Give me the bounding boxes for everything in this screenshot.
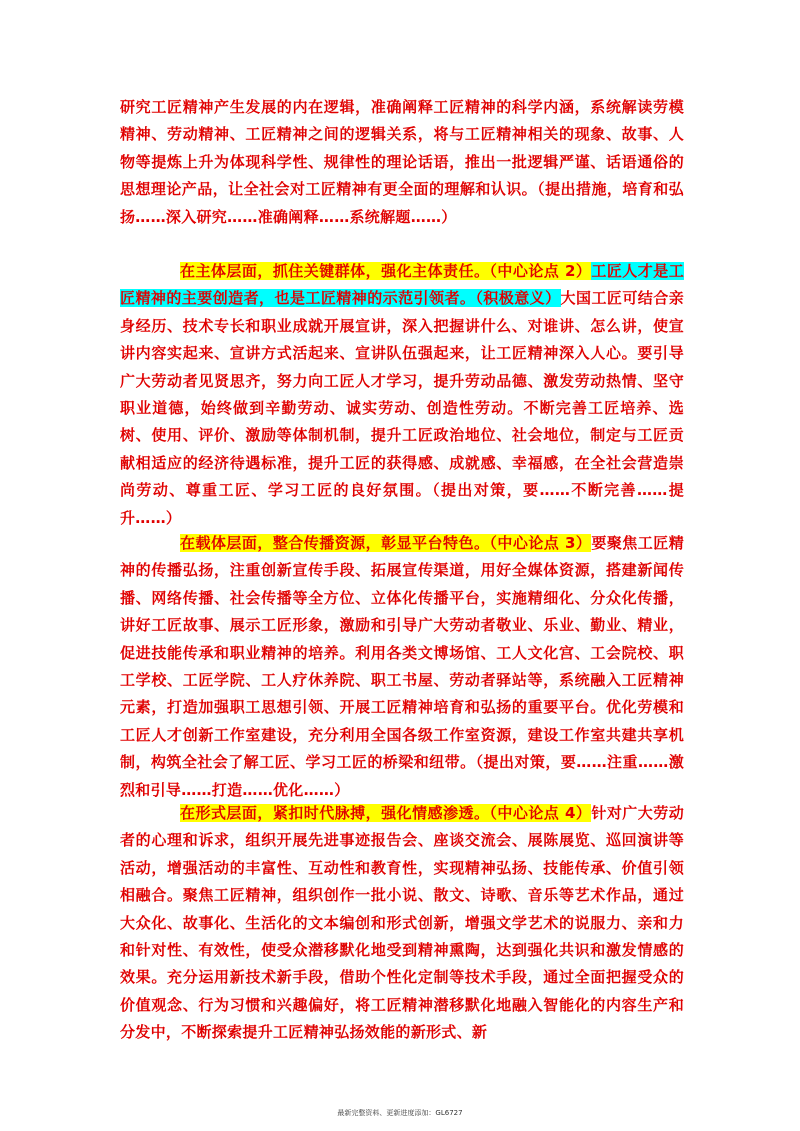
paragraph-carrier-level (120, 530, 684, 804)
paragraph-text: 研究工匠精神产生发展的内在逻辑，准确阐释工匠精神的科学内涵，系统解读劳模精神、劳动精神、工匠精神之间的逻辑关系，将与工匠精神相关的现象、故事、人物等提炼上升为体现科学性、规律性的理论话语，推出一批逻辑严谨、话语通俗的思想理论产品，让全社会对工匠精神有更全面的理解和认识。 (120, 98, 684, 199)
paragraph-text: 要聚焦工匠精神的传播弘扬，注重创新宣传手段、拓展宣传渠道，用好全媒体资源，搭建新闻传播、网络传播、社会传播等全方位、立体化传播平台，实施精细化、分众化传播，讲好工匠故事、展示工匠形象，激励和引导广大劳动者敬业、乐业、勤业、精业，促进技能传承和职业精神的培养。利用各类文博场馆、工人文化宫、工会院校、职工学校、工匠学院、工人疗休养院、职工书屋、劳动者驿站等，系统融入工匠精神元素，打造加强职工思想引领、开展工匠精神培育和弘扬的重要平台。优化劳模和工匠人才创新工作室建设，充分利用全国各级工作室资源，建设工作室共建共享机制，构筑全社会了解工匠、学习工匠的桥梁和纽带。 (120, 534, 684, 772)
paragraph-research (120, 94, 684, 231)
page-footer: 最新完整资料、更新进度添加：GL6727 (337, 1109, 463, 1117)
paragraph-note: （提出对策，要……注重……激烈和引导……打造……优化……） (120, 753, 685, 799)
paragraph-text: 针对广大劳动者的心理和诉求，组织开展先进事迹报告会、座谈交流会、展陈展览、巡回演讲等活动，增强活动的丰富性、互动性和教育性，实现精神弘扬、技能传承、价值引领相融合。聚焦工匠精神，组织创作一批小说、散文、诗歌、音乐等艺术作品，通过大众化、故事化、生活化的文本编创和形式创新，增强文学艺术的说服力、亲和力和针对性、有效性，使受众潜移默化地受到精神熏陶，达到强化共识和激发情感的效果。充分运用新技术新手段，借助个性化定制等技术手段，通过全面把握受众的价值观念、行为习惯和兴趣偏好，将工匠精神潜移默化地融入智能化的内容生产和分发中，不断探索提升工匠精神弘扬效能的新形式、新 (120, 804, 684, 1042)
paragraph-note: （提出措施，培育和弘扬……深入研究……准确阐释……系统解题……） (120, 180, 684, 226)
central-argument-heading: 在载体层面，整合传播资源，彰显平台特色。（中心论点 3） (180, 534, 592, 552)
highlighted-significance: 工匠人才是工匠精神的主要创造者，也是工匠精神的示范引领者。（积极意义） (120, 262, 684, 308)
paragraph-note: （提出对策，要……不断完善……提升……） (120, 481, 684, 527)
paragraph-form-level (120, 800, 684, 1047)
paragraph-subject-level (120, 258, 684, 532)
central-argument-heading: 在形式层面，紧扣时代脉搏，强化情感渗透。（中心论点 4） (180, 804, 592, 822)
central-argument-heading: 在主体层面，抓住关键群体，强化主体责任。（中心论点 2） (180, 262, 592, 280)
paragraph-text: 大国工匠可结合亲身经历、技术专长和职业成就开展宣讲，深入把握讲什么、对谁讲、怎么讲，使宣讲内容实起来、宣讲方式活起来、宣讲队伍强起来，让工匠精神深入人心。要引导广大劳动者见贤思齐，努力向工匠人才学习，提升劳动品德、激发劳动热情、坚守职业道德，始终做到辛勤劳动、诚实劳动、创造性劳动。不断完善工匠培养、选树、使用、评价、激励等体制机制，提升工匠政治地位、社会地位，制定与工匠贡献相适应的经济待遇标准，提升工匠的获得感、成就感、幸福感，在全社会营造崇尚劳动、尊重工匠、学习工匠的良好氛围。 (120, 289, 684, 500)
